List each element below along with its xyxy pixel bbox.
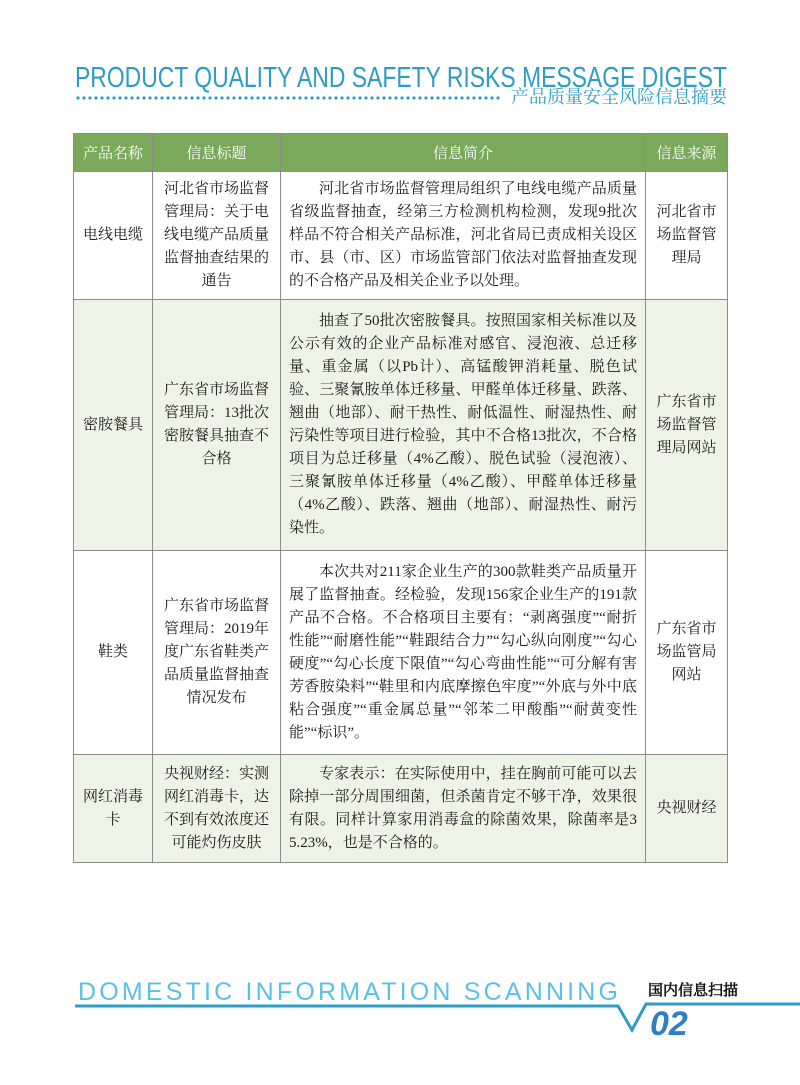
footer-check-line	[75, 1004, 800, 1030]
page-number: 02	[650, 1005, 688, 1043]
product-name-cell: 密胺餐具	[74, 300, 153, 551]
product-name-cell: 鞋类	[74, 551, 153, 755]
table-row	[74, 300, 728, 551]
header-title-en: PRODUCT QUALITY AND SAFETY RISKS MESSAGE DIGEST	[75, 62, 728, 94]
info-source-cell: 广东省市场监督管理局网站	[646, 300, 728, 551]
info-summary-cell: 抽查了50批次密胺餐具。按照国家相关标准以及公示有效的企业产品标准对感官、浸泡液、总迁移量、重金属（以Pb计）、高锰酸钾消耗量、脱色试验、三聚氰胺单体迁移量、甲醛单体迁移量、跌落、翘曲（地部）、耐干热性、耐低温性、耐湿热性、耐污染性等项目进行检验，其中不合格13批次，不合格项目为总迁移量（4%乙酸）、脱色试验（浸泡液）、三聚氰胺单体迁移量（4%乙酸）、甲醛单体迁移量（4%乙酸）、跌落、翘曲（地部）、耐湿热性、耐污染性。	[281, 300, 646, 551]
info-title-cell: 央视财经：实测网红消毒卡，达不到有效浓度还可能灼伤皮肤	[153, 755, 281, 863]
digest-table	[73, 133, 728, 863]
info-summary-cell: 专家表示：在实际使用中，挂在胸前可能可以去除掉一部分周围细菌，但杀菌肯定不够干净，效果很有限。同样计算家用消毒盒的除菌效果，除菌率是35.23%，也是不合格的。	[281, 755, 646, 863]
footer-section-en: DOMESTIC INFORMATION SCANNING	[78, 978, 618, 1006]
product-name-cell: 网红消毒卡	[74, 755, 153, 863]
info-title-cell: 河北省市场监督管理局：关于电线电缆产品质量监督抽查结果的通告	[153, 172, 281, 300]
info-summary-cell: 河北省市场监督管理局组织了电线电缆产品质量省级监督抽查，经第三方检测机构检测，发现9批次样品不符合相关产品标准，河北省局已责成相关设区市、县（市、区）市场监管部门依法对监督抽查发现的不合格产品及相关企业予以处理。	[281, 172, 646, 300]
product-name-cell: 电线电缆	[74, 172, 153, 300]
info-summary-cell: 本次共对211家企业生产的300款鞋类产品质量开展了监督抽查。经检验，发现156家企业生产的191款产品不合格。不合格项目主要有：“剥离强度”“耐折性能”“耐磨性能”“鞋跟结合力”“勾心纵向刚度”“勾心硬度”“勾心长度下限值”“勾心弯曲性能”“可分解有害芳香胺染料”“鞋里和内底摩擦色牢度”“外底与外中底粘合强度”“重金属总量”“邻苯二甲酸酯”“耐黄变性能”“标识”。	[281, 551, 646, 755]
column-header-product: 产品名称	[74, 134, 153, 172]
table-row	[74, 755, 728, 863]
column-header-source: 信息来源	[646, 134, 728, 172]
table-row	[74, 172, 728, 300]
header-title-cn: 产品质量安全风险信息摘要	[511, 87, 727, 108]
column-header-title: 信息标题	[153, 134, 281, 172]
info-title-cell: 广东省市场监督管理局：13批次密胺餐具抽查不合格	[153, 300, 281, 551]
info-source-cell: 广东省市场监管局网站	[646, 551, 728, 755]
table-row	[74, 551, 728, 755]
info-source-cell: 央视财经	[646, 755, 728, 863]
footer-section-cn: 国内信息扫描	[648, 981, 739, 999]
table-header-row	[74, 134, 728, 172]
column-header-summary: 信息简介	[281, 134, 646, 172]
info-title-cell: 广东省市场监督管理局：2019年度广东省鞋类产品质量监督抽查情况发布	[153, 551, 281, 755]
info-source-cell: 河北省市场监督管理局	[646, 172, 728, 300]
